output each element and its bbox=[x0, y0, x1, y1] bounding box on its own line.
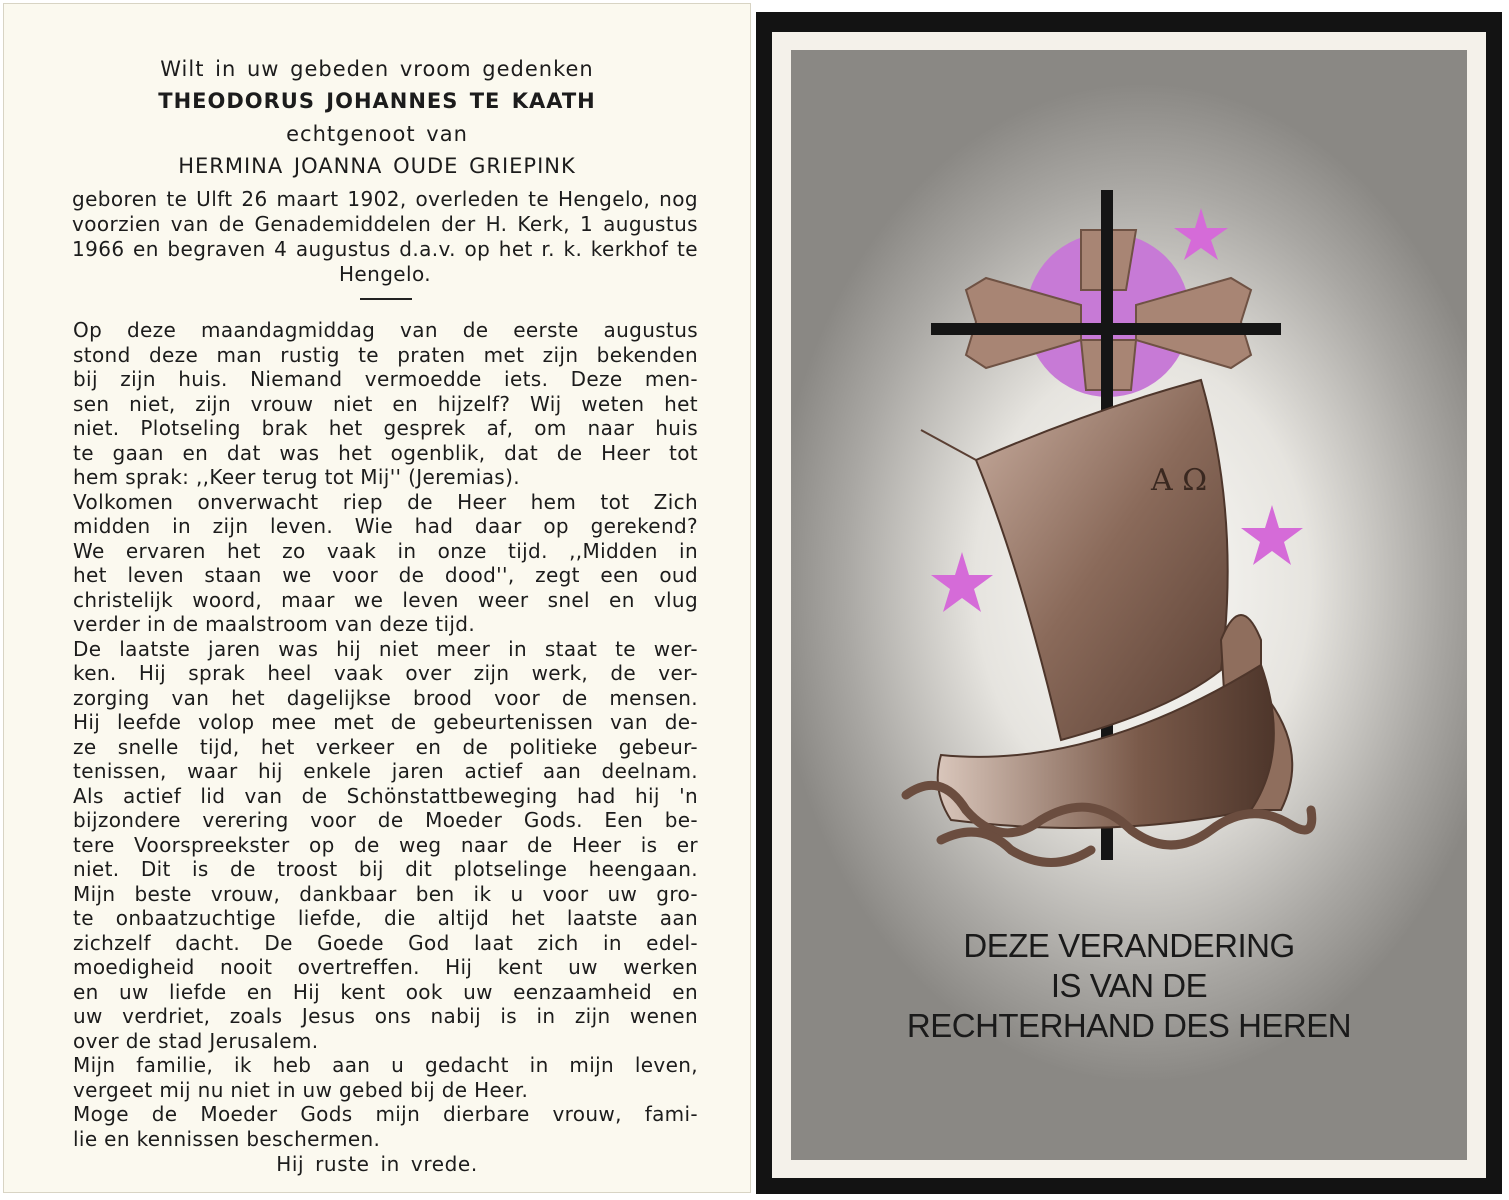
text-line: niet. Dit is de troost bij dit plotselinge heengaan. bbox=[73, 857, 698, 881]
memorial-text-card bbox=[3, 3, 751, 1193]
alpha-omega-symbol: A Ω bbox=[1151, 463, 1208, 498]
text-line: zichzelf dacht. De Goede God laat zich in edel- bbox=[73, 930, 698, 955]
deceased-name: THEODORUS JOHANNES TE KAATH bbox=[158, 89, 596, 113]
text-line: Volkomen onverwacht riep de Heer hem tot Zich bbox=[73, 489, 698, 514]
text-line: uw verdriet, zoals Jesus ons nabij is in zijn wenen bbox=[73, 1004, 698, 1028]
text-line: Op deze maandagmiddag van de eerste augustus bbox=[73, 318, 698, 342]
spouse-name: HERMINA JOANNA OUDE GRIEPINK bbox=[178, 154, 576, 178]
text-line: moedigheid nooit overtreffen. Hij kent uw werken bbox=[73, 955, 698, 979]
text-line: niet. Plotseling brak het gesprek af, om naar huis bbox=[73, 416, 698, 440]
text-line: sen niet, zijn vrouw niet en hijzelf? Wij weten het bbox=[73, 391, 698, 416]
text-line: midden in zijn leven. Wie had daar op gerekend? bbox=[73, 514, 698, 538]
text-line: We ervaren het zo vaak in onze tijd. ,,Midden in bbox=[73, 538, 698, 563]
text-line: tenissen, waar hij enkele jaren actief aan deelnam. bbox=[73, 759, 698, 783]
text-line: bijzondere verering voor de Moeder Gods. Een be- bbox=[73, 808, 698, 832]
text-line: te gaan en dat was het ogenblik, dat de Heer tot bbox=[73, 440, 698, 465]
text-line: het leven staan we voor de dood'', zegt een oud bbox=[73, 563, 698, 587]
text-line: lie en kennissen beschermen. bbox=[73, 1126, 381, 1151]
text-line: ze snelle tijd, het verkeer en de politieke gebeur- bbox=[73, 734, 698, 759]
star-icon bbox=[1174, 208, 1228, 260]
text-line: bij zijn huis. Niemand vermoedde iets. Deze men- bbox=[73, 367, 698, 391]
divider bbox=[360, 298, 412, 300]
text-line: verder in de maalstroom van deze tijd. bbox=[73, 612, 476, 636]
sail bbox=[976, 380, 1228, 740]
text-line: Mijn familie, ik heb aan u gedacht in mijn leven, bbox=[73, 1053, 698, 1077]
star-icon bbox=[931, 552, 993, 612]
text-line: Hij leefde volop mee met de gebeurtenissen van de- bbox=[73, 710, 698, 734]
text-line: zorging van het dagelijkse brood voor de mensen. bbox=[73, 685, 698, 710]
text-line: christelijk woord, maar we leven weer snel en vlug bbox=[73, 587, 698, 612]
caption-line-1: DEZE VERANDERING bbox=[963, 927, 1295, 964]
star-icon bbox=[1241, 505, 1303, 565]
text-line: Moge de Moeder Gods mijn dierbare vrouw, fami- bbox=[73, 1102, 698, 1126]
text-line: hem sprak: ,,Keer terug tot Mij'' (Jeremias). bbox=[73, 465, 520, 489]
text-line: Mijn beste vrouw, dankbaar ben ik u voor uw gro- bbox=[73, 881, 698, 906]
caption-line-2: IS VAN DE bbox=[1050, 967, 1208, 1004]
text-line: over de stad Jerusalem. bbox=[73, 1028, 319, 1053]
birth-death-text: geboren te Ulft 26 maart 1902, overleden te Hengelo, nog voorzien van de Genademiddelen der H. Kerk, 1 augustus 1966 en begraven 4 augustus d.a.v. op het r. k. kerkhof te Hengelo. bbox=[72, 187, 698, 286]
spouse-intro: echtgenoot van bbox=[286, 122, 468, 146]
intro-line: Wilt in uw gebeden vroom gedenken bbox=[160, 57, 594, 81]
mast-cross-horizontal bbox=[931, 323, 1281, 335]
closing-line: Hij ruste in vrede. bbox=[276, 1152, 478, 1176]
text-line: vergeet mij nu niet in uw gebed bij de Heer. bbox=[73, 1077, 529, 1102]
text-line: ken. Hij sprak heel vaak over zijn werk, de ver- bbox=[73, 661, 698, 685]
memorial-picture-card bbox=[756, 12, 1502, 1194]
text-line: tere Voorspreekster op de weg naar de Heer is er bbox=[73, 832, 698, 857]
picture-panel bbox=[791, 50, 1467, 1160]
text-line: stond deze man rustig te praten met zijn bekenden bbox=[73, 342, 698, 367]
text-line: De laatste jaren was hij niet meer in staat te wer- bbox=[73, 636, 698, 661]
text-line: te onbaatzuchtige liefde, die altijd het laatste aan bbox=[73, 906, 698, 930]
caption-line-3: RECHTERHAND DES HEREN bbox=[906, 1007, 1352, 1044]
memorial-text bbox=[73, 318, 698, 1151]
text-line: en uw liefde en Hij kent ook uw eenzaamheid en bbox=[73, 979, 698, 1004]
text-line: Als actief lid van de Schönstattbeweging had hij 'n bbox=[73, 783, 698, 808]
